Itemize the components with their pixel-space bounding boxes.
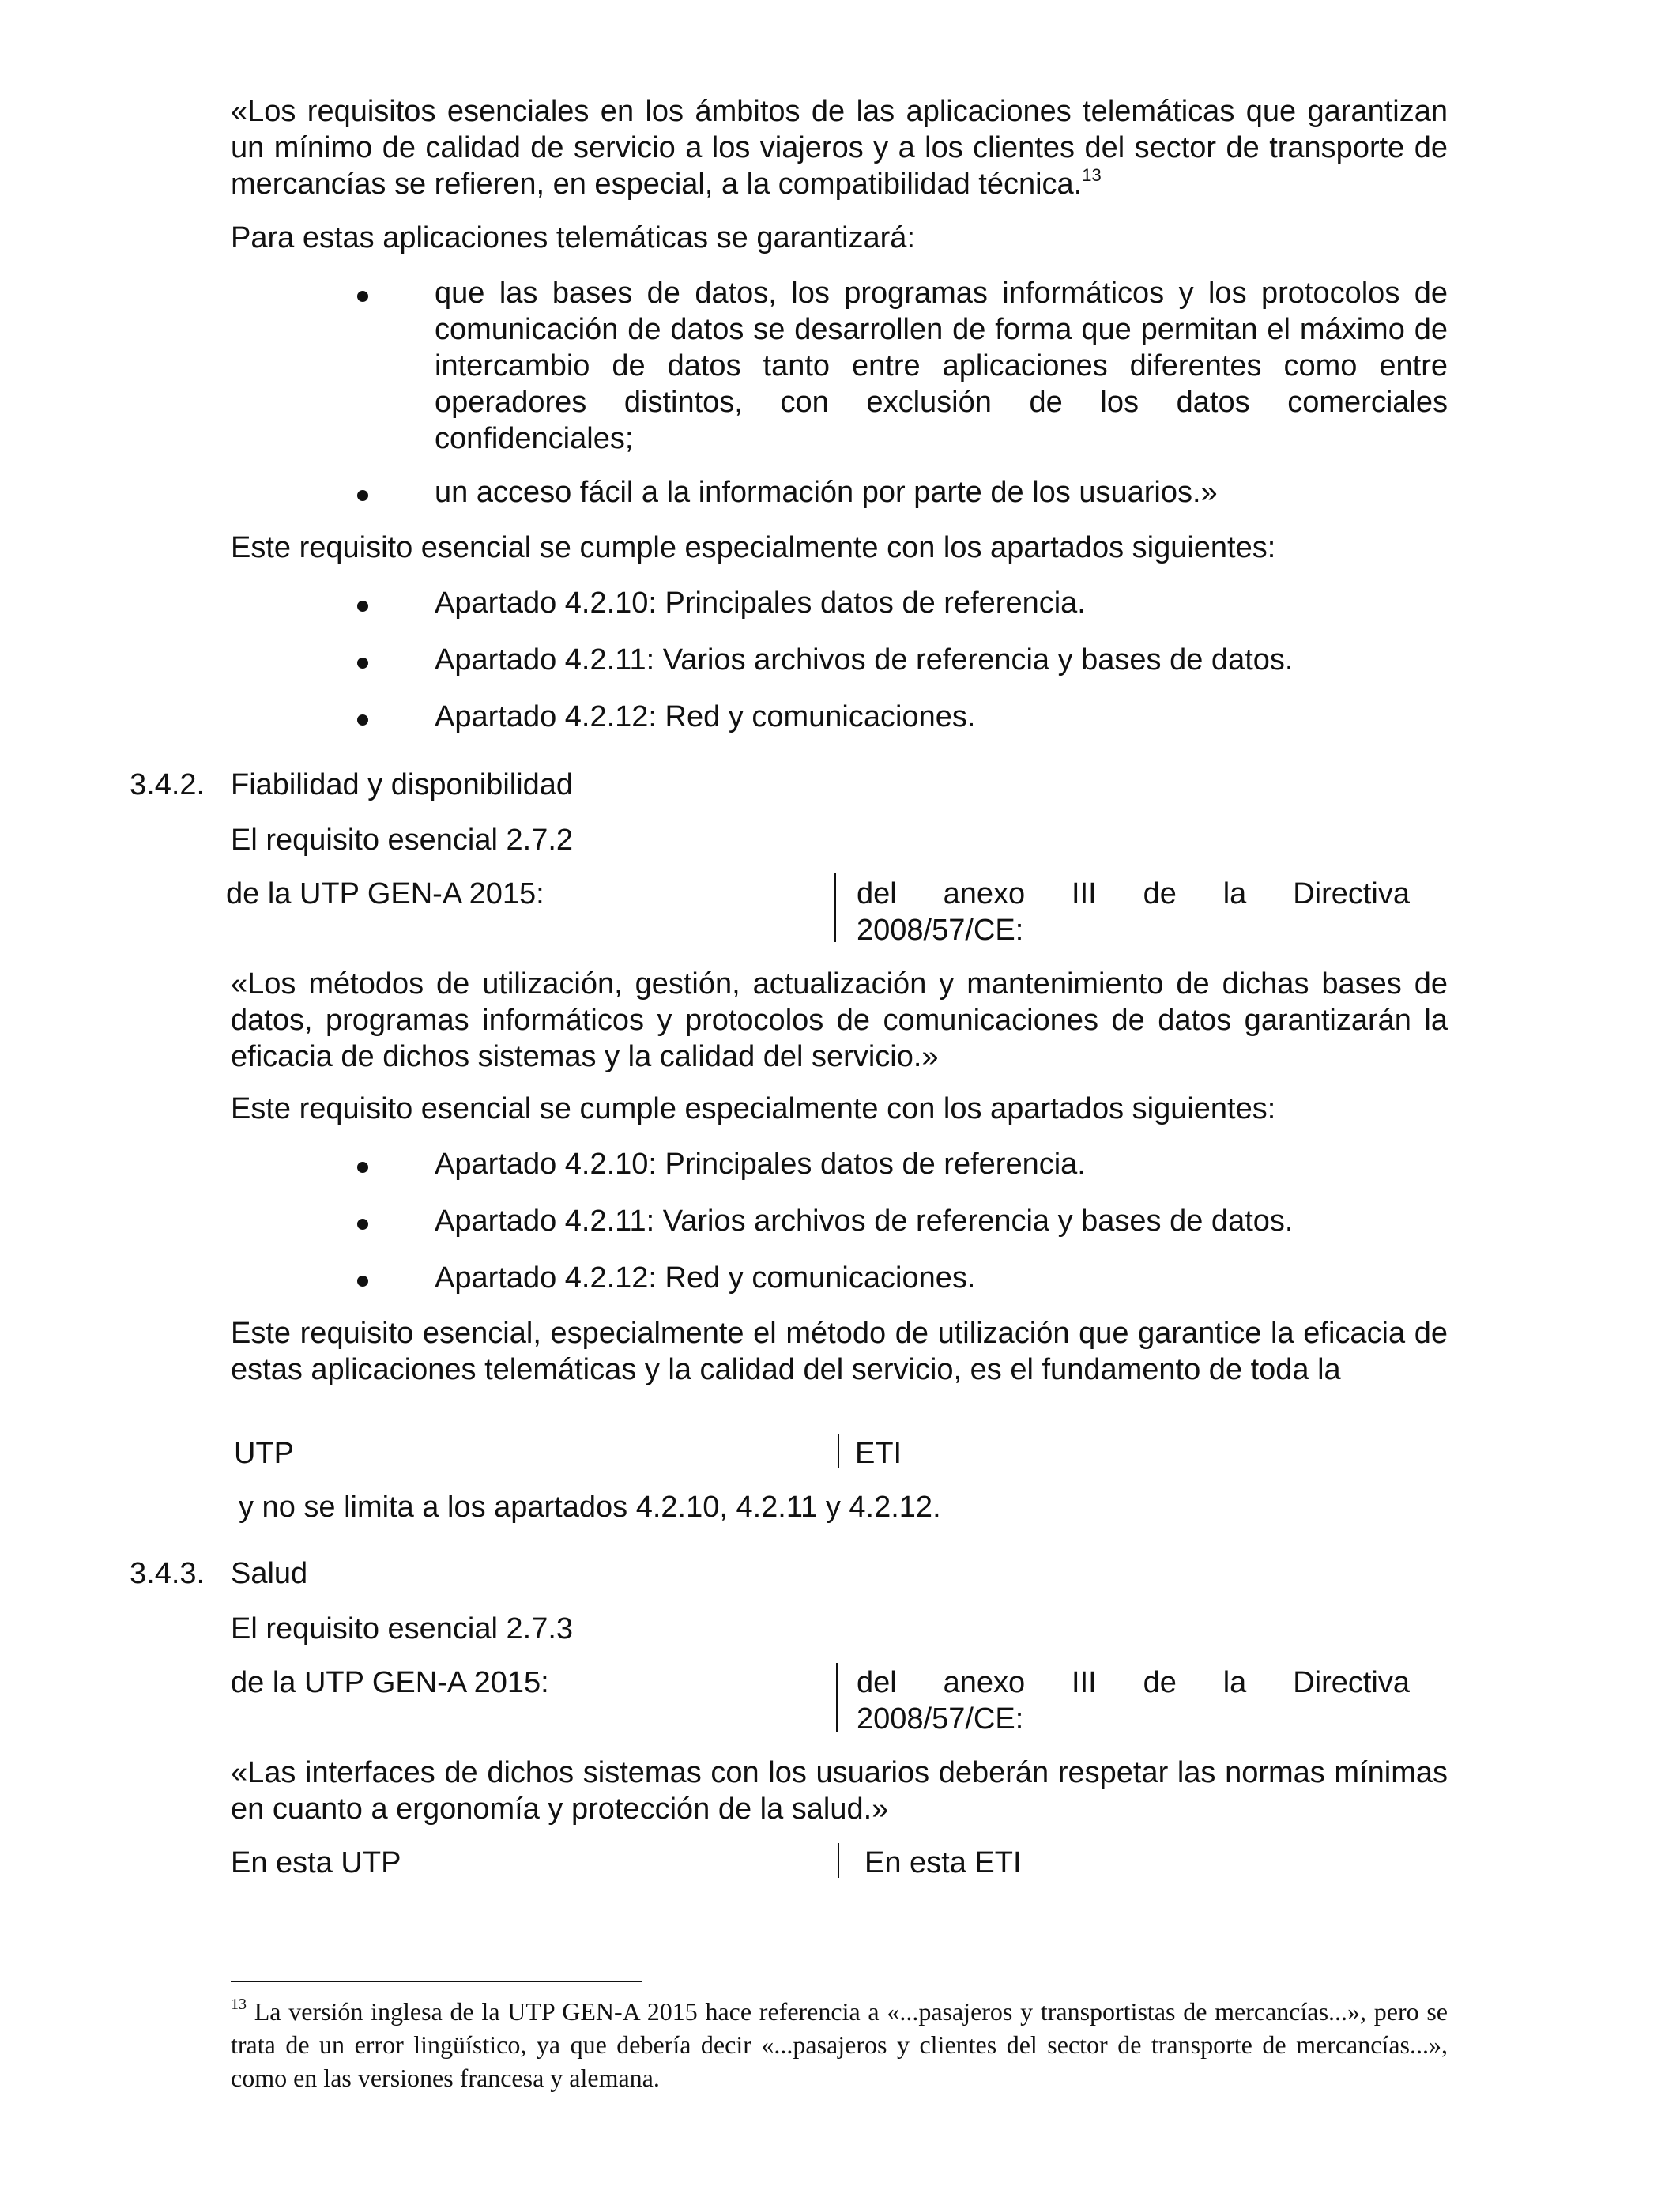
compliance-bullet: Apartado 4.2.11: Varios archivos de referencia y bases de datos. xyxy=(435,1204,1294,1238)
footnote-text: La versión inglesa de la UTP GEN-A 2015 hace referencia a «...pasajeros y transportistas de mercancías...», pero se trata de un error lingüístico, ya que debería decir «...pasajeros y clientes del sector de transporte de mercancías...», como en las versiones francesa y alemana. xyxy=(231,1997,1448,2092)
closing-tail: y no se limita a los apartados 4.2.10, 4.2.11 y 4.2.12. xyxy=(239,1491,941,1524)
closing-right: ETI xyxy=(855,1437,902,1470)
quote-paragraph xyxy=(231,93,1448,202)
bullet-dot xyxy=(357,658,368,669)
bullet-dot xyxy=(357,490,368,501)
bullet-dot xyxy=(357,714,368,726)
quote-paragraph: «Los métodos de utilización, gestión, actualización y mantenimiento de dichas bases de datos, programas informáticos y protocolos de comunicaciones de datos garantizarán la eficacia de dichos sistemas y la calidad del servicio.» xyxy=(231,967,1448,1073)
closing-paragraph: Este requisito esencial, especialmente el método de utilización que garantice la eficacia de estas aplicaciones telemáticas y la calidad del servicio, es el fundamento de toda la xyxy=(231,1317,1448,1386)
section-title: Fiabilidad y disponibilidad xyxy=(231,768,574,801)
footnote xyxy=(231,1995,1448,2094)
column-right-text: del anexo III de la Directiva xyxy=(857,877,1410,910)
compliance-bullet: Apartado 4.2.10: Principales datos de referencia. xyxy=(435,586,1086,620)
footnote-reference[interactable]: 13 xyxy=(1082,165,1102,185)
compliance-bullet: Apartado 4.2.10: Principales datos de referencia. xyxy=(435,1148,1086,1181)
quote-bullet: un acceso fácil a la información por parte de los usuarios.» xyxy=(435,476,1218,509)
quote-bullet: que las bases de datos, los programas informáticos y los protocolos de comunicación de datos se desarrollen de forma que permitan el máximo de intercambio de datos tanto entre aplicaciones diferentes como entre operadores distintos, con exclusión de los datos comerciales confidenciales; xyxy=(435,277,1448,455)
footnote-number: 13 xyxy=(231,1996,247,2013)
bullet-dot xyxy=(357,1162,368,1173)
bullet-dot xyxy=(357,601,368,612)
compliance-intro: Este requisito esencial se cumple especialmente con los apartados siguientes: xyxy=(231,531,1276,564)
quote-paragraph: «Las interfaces de dichos sistemas con los usuarios deberán respetar las normas mínimas en cuanto a ergonomía y protección de la salud.» xyxy=(231,1756,1448,1826)
bullet-dot xyxy=(357,1219,368,1230)
quote-intro: Para estas aplicaciones telemáticas se garantizará: xyxy=(231,221,916,254)
quote-paragraph-text: «Los requisitos esenciales en los ámbitos de las aplicaciones telemáticas que garantizan un mínimo de calidad de servicio a los viajeros y a los clientes del sector de transporte de mercancías se refieren, en especial, a la compatibilidad técnica. xyxy=(231,95,1448,201)
closing-left: UTP xyxy=(234,1437,294,1470)
column-right xyxy=(857,1664,1410,1737)
compliance-intro: Este requisito esencial se cumple especialmente con los apartados siguientes: xyxy=(231,1092,1276,1125)
bullet-dot xyxy=(357,291,368,302)
requirement-label: El requisito esencial 2.7.3 xyxy=(231,1612,574,1646)
column-right xyxy=(857,876,1410,948)
column-right-line2: 2008/57/CE: xyxy=(857,914,1024,947)
column-divider xyxy=(834,873,836,942)
column-divider xyxy=(838,1843,839,1878)
requirement-label: El requisito esencial 2.7.2 xyxy=(231,824,574,857)
compliance-bullet: Apartado 4.2.12: Red y comunicaciones. xyxy=(435,700,976,733)
column-left: de la UTP GEN-A 2015: xyxy=(231,1666,549,1699)
closing-right: En esta ETI xyxy=(864,1846,1022,1879)
bullet-dot xyxy=(357,1276,368,1287)
section-title: Salud xyxy=(231,1557,308,1590)
column-divider xyxy=(836,1663,838,1732)
column-right-text: del anexo III de la Directiva xyxy=(857,1666,1410,1699)
column-divider xyxy=(838,1434,839,1468)
section-number: 3.4.2. xyxy=(130,768,205,801)
column-left: de la UTP GEN-A 2015: xyxy=(226,877,544,910)
compliance-bullet: Apartado 4.2.11: Varios archivos de referencia y bases de datos. xyxy=(435,643,1294,677)
footnote-separator xyxy=(231,1981,642,1982)
column-right-line2: 2008/57/CE: xyxy=(857,1702,1024,1736)
closing-left: En esta UTP xyxy=(231,1846,401,1879)
section-number: 3.4.3. xyxy=(130,1557,205,1590)
compliance-bullet: Apartado 4.2.12: Red y comunicaciones. xyxy=(435,1261,976,1295)
